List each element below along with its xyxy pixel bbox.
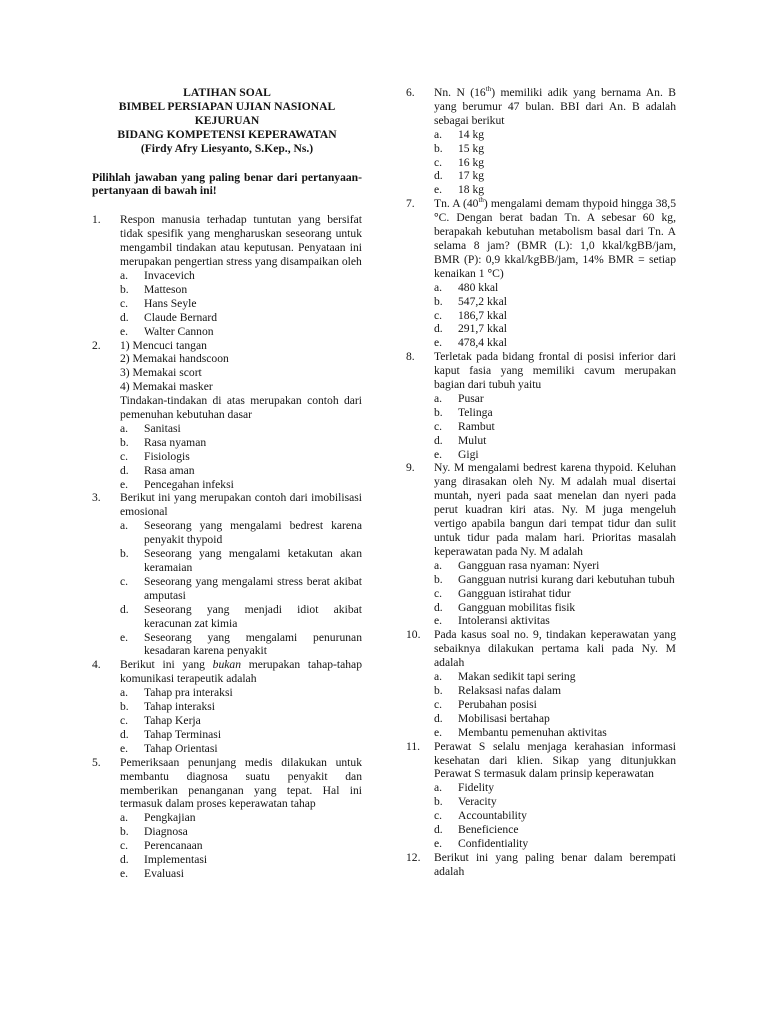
option-text: Rambut bbox=[458, 419, 495, 433]
question-2 bbox=[92, 339, 362, 492]
option-text: Telinga bbox=[458, 405, 493, 419]
question-number: 4. bbox=[92, 658, 101, 672]
option-c bbox=[434, 156, 676, 170]
option-letter: e. bbox=[434, 447, 443, 461]
header-program-cont: KEJURUAN bbox=[194, 113, 260, 127]
option-d bbox=[434, 823, 676, 837]
header-title: LATIHAN SOAL bbox=[183, 86, 271, 99]
option-e bbox=[120, 325, 362, 339]
option-b bbox=[434, 142, 676, 156]
option-text: Gigi bbox=[458, 447, 479, 461]
option-text: Rasa aman bbox=[144, 463, 195, 477]
option-a bbox=[434, 559, 676, 573]
question-number: 9. bbox=[406, 461, 415, 475]
option-text: Sanitasi bbox=[144, 421, 181, 435]
option-e bbox=[434, 448, 676, 462]
option-b bbox=[120, 825, 362, 839]
question-list-item: 4) Memakai masker bbox=[120, 380, 213, 394]
option-text: 478,4 kkal bbox=[458, 336, 507, 350]
question-text: Pemeriksaan penunjang medis dilakukan untuk membantu diagnosa suatu penyakit dan memberikan penanganan yang tepat. Hal ini termasuk dalam proses keperawatan tahap bbox=[120, 755, 362, 811]
right-column bbox=[406, 86, 676, 879]
header-field: BIDANG KOMPETENSI KEPERAWATAN bbox=[117, 127, 337, 141]
option-letter: b. bbox=[120, 700, 129, 714]
option-text: Tahap Orientasi bbox=[144, 741, 218, 755]
question-number: 3. bbox=[92, 491, 101, 505]
option-letter: d. bbox=[120, 310, 129, 324]
emphasis-word: bukan bbox=[212, 658, 242, 672]
option-b bbox=[120, 700, 362, 714]
question-list-item: 3) Memakai scort bbox=[120, 366, 202, 380]
option-letter: d. bbox=[434, 433, 443, 447]
header-program: BIMBEL PERSIAPAN UJIAN NASIONAL bbox=[118, 99, 336, 113]
option-b bbox=[120, 283, 362, 297]
option-text: Seseorang yang menjadi idiot akibat keracunan zat kimia bbox=[144, 602, 362, 630]
option-text: Fidelity bbox=[458, 781, 495, 795]
option-text: Claude Bernard bbox=[144, 310, 218, 324]
question-number: 6. bbox=[406, 86, 415, 99]
option-b bbox=[120, 547, 362, 575]
option-text: Gangguan mobilitas fisik bbox=[458, 600, 576, 614]
question-9 bbox=[406, 461, 676, 628]
option-text: Gangguan rasa nyaman: Nyeri bbox=[458, 558, 600, 572]
option-letter: d. bbox=[120, 463, 129, 477]
option-letter: a. bbox=[434, 558, 443, 572]
question-1 bbox=[92, 213, 362, 338]
option-text: 16 kg bbox=[458, 155, 485, 169]
option-b bbox=[434, 795, 676, 809]
option-letter: c. bbox=[120, 296, 129, 310]
option-letter: b. bbox=[120, 547, 129, 561]
option-text: Tahap interaksi bbox=[144, 700, 215, 714]
question-text: Terletak pada bidang frontal di posisi inferior dari kaput fasia yang memiliki cavum merupakan bagian dari tubuh yaitu bbox=[434, 350, 676, 392]
option-a bbox=[434, 781, 676, 795]
option-text: Mulut bbox=[458, 433, 487, 447]
option-text: Pusar bbox=[458, 391, 484, 405]
question-5 bbox=[92, 756, 362, 881]
option-letter: c. bbox=[120, 574, 129, 588]
option-a bbox=[120, 811, 362, 825]
question-7 bbox=[406, 197, 676, 350]
question-8 bbox=[406, 350, 676, 461]
option-letter: a. bbox=[120, 686, 129, 700]
question-text: Berikut ini yang merupakan contoh dari imobilisasi emosional bbox=[120, 491, 362, 519]
option-d bbox=[120, 728, 362, 742]
option-b bbox=[434, 406, 676, 420]
option-text: Perencanaan bbox=[144, 839, 203, 853]
option-letter: b. bbox=[120, 435, 129, 449]
question-text: Respon manusia terhadap tuntutan yang bersifat tidak spesifik yang mengharuskan seseorang untuk mengambil tindakan atau keputusan. Penyataan ini merupakan pengertian stress yang disampaikan oleh bbox=[120, 213, 362, 269]
question-number: 1. bbox=[92, 213, 101, 227]
option-d bbox=[434, 169, 676, 183]
question-text: Ny. M mengalami bedrest karena thypoid. Keluhan yang dirasakan oleh Ny. M adalah mual disertai muntah, nyeri pada saat menelan dan nyeri pada perut kuadran kiri atas. Ny. M juga mengeluh vertigo apabila bangun dari tempat tidur dan sulit untuk tidur pada malam hari. Prioritas masalah keperawatan pada Ny. M adalah bbox=[434, 461, 676, 558]
instruction-text: Pilihlah jawaban yang paling benar dari pertanyaan-pertanyaan di bawah ini! bbox=[92, 170, 362, 198]
option-d bbox=[120, 464, 362, 478]
option-e bbox=[434, 726, 676, 740]
option-text: Tahap Terminasi bbox=[144, 727, 222, 741]
option-letter: a. bbox=[120, 519, 129, 533]
option-d bbox=[434, 601, 676, 615]
question-3 bbox=[92, 491, 362, 658]
option-d bbox=[120, 853, 362, 867]
option-text: Evaluasi bbox=[144, 866, 184, 880]
option-letter: a. bbox=[434, 280, 443, 294]
option-e bbox=[434, 183, 676, 197]
option-letter: c. bbox=[434, 308, 443, 322]
option-text: Tahap Kerja bbox=[144, 713, 201, 727]
option-a bbox=[434, 128, 676, 142]
option-letter: d. bbox=[434, 322, 443, 336]
option-c bbox=[434, 587, 676, 601]
option-e bbox=[434, 837, 676, 851]
question-text: Berikut ini yang bukan merupakan tahap-tahap komunikasi terapeutik adalah bbox=[120, 658, 363, 686]
option-d bbox=[434, 322, 676, 336]
option-text: 15 kg bbox=[458, 141, 485, 155]
option-d bbox=[434, 434, 676, 448]
option-letter: a. bbox=[120, 811, 129, 825]
option-letter: e. bbox=[434, 725, 443, 739]
option-a bbox=[120, 422, 362, 436]
option-a bbox=[120, 269, 362, 283]
option-letter: c. bbox=[120, 839, 129, 853]
option-c bbox=[120, 450, 362, 464]
option-letter: b. bbox=[434, 683, 443, 697]
option-text: Walter Cannon bbox=[144, 324, 214, 338]
option-letter: e. bbox=[434, 614, 443, 628]
option-b bbox=[434, 684, 676, 698]
question-text: Tn. A (40th) mengalami demam thypoid hingga 38,5 °C. Dengan berat badan Tn. A sebesar 60 kg, berapakah kebutuhan metabolism basal dari Tn. A selama 8 jam? (BMR (L): 1,0 kkal/kgBB/jam, BMR (P): 0,9 kkal/kgBB/jam, 14% BMR = setiap kenaikan 1 °C) bbox=[434, 196, 676, 280]
option-letter: d. bbox=[434, 823, 443, 837]
option-a bbox=[120, 519, 362, 547]
option-letter: d. bbox=[120, 727, 129, 741]
option-letter: b. bbox=[434, 294, 443, 308]
option-letter: c. bbox=[434, 419, 443, 433]
option-text: Perubahan posisi bbox=[458, 697, 537, 711]
left-column bbox=[92, 86, 362, 881]
option-letter: d. bbox=[434, 169, 443, 183]
option-text: Gangguan istirahat tidur bbox=[458, 586, 571, 600]
option-text: Pencegahan infeksi bbox=[144, 477, 234, 491]
question-12 bbox=[406, 851, 676, 879]
option-text: Makan sedikit tapi sering bbox=[458, 670, 576, 684]
option-letter: a. bbox=[434, 781, 443, 795]
question-list-item: 2) Memakai handscoon bbox=[120, 352, 229, 366]
option-text: Relaksasi nafas dalam bbox=[458, 683, 562, 697]
option-text: 291,7 kkal bbox=[458, 322, 507, 336]
option-c bbox=[434, 809, 676, 823]
option-text: Matteson bbox=[144, 282, 188, 296]
option-letter: e. bbox=[120, 630, 129, 644]
option-e bbox=[434, 336, 676, 350]
question-number: 8. bbox=[406, 350, 415, 364]
option-text: Seseorang yang mengalami bedrest karena penyakit thypoid bbox=[144, 519, 362, 547]
option-letter: a. bbox=[120, 268, 129, 282]
option-e bbox=[434, 614, 676, 628]
option-text: Implementasi bbox=[144, 853, 208, 867]
option-c bbox=[120, 839, 362, 853]
option-c bbox=[120, 297, 362, 311]
question-text: Tindakan-tindakan di atas merupakan contoh dari pemenuhan kebutuhan dasar bbox=[120, 394, 362, 422]
option-letter: b. bbox=[434, 572, 443, 586]
option-letter: b. bbox=[120, 825, 129, 839]
option-text: Accountability bbox=[458, 809, 527, 823]
option-letter: e. bbox=[120, 866, 129, 880]
option-b bbox=[120, 436, 362, 450]
option-e bbox=[120, 631, 362, 659]
option-d bbox=[120, 311, 362, 325]
option-text: Veracity bbox=[458, 795, 497, 809]
option-letter: c. bbox=[434, 155, 443, 169]
option-text: Tahap pra interaksi bbox=[144, 686, 233, 700]
option-letter: d. bbox=[120, 853, 129, 867]
option-b bbox=[434, 573, 676, 587]
question-number: 12. bbox=[406, 850, 421, 864]
option-text: Seseorang yang mengalami stress berat akibat amputasi bbox=[144, 574, 362, 602]
option-c bbox=[120, 575, 362, 603]
option-a bbox=[434, 392, 676, 406]
option-letter: d. bbox=[434, 600, 443, 614]
option-letter: b. bbox=[120, 282, 129, 296]
question-text: Perawat S selalu menjaga kerahasian informasi kesehatan dari klien. Sikap yang ditunjukkan Perawat S termasuk dalam prinsip keperawatan bbox=[434, 739, 676, 781]
option-b bbox=[434, 295, 676, 309]
option-letter: c. bbox=[434, 586, 443, 600]
question-4 bbox=[92, 658, 362, 755]
option-letter: e. bbox=[434, 183, 443, 197]
question-number: 2. bbox=[92, 338, 101, 352]
option-letter: b. bbox=[434, 141, 443, 155]
option-letter: c. bbox=[434, 697, 443, 711]
question-number: 7. bbox=[406, 197, 415, 211]
question-number: 5. bbox=[92, 755, 101, 769]
option-e bbox=[120, 742, 362, 756]
option-text: 17 kg bbox=[458, 169, 485, 183]
option-c bbox=[434, 420, 676, 434]
option-text: Beneficience bbox=[458, 823, 519, 837]
option-letter: e. bbox=[120, 477, 129, 491]
option-letter: e. bbox=[120, 324, 129, 338]
question-11 bbox=[406, 740, 676, 851]
option-letter: b. bbox=[434, 405, 443, 419]
option-text: 547,2 kkal bbox=[458, 294, 507, 308]
option-letter: a. bbox=[120, 421, 129, 435]
option-letter: a. bbox=[434, 127, 443, 141]
option-text: Fisiologis bbox=[144, 449, 190, 463]
option-text: 14 kg bbox=[458, 127, 485, 141]
option-letter: d. bbox=[120, 602, 129, 616]
option-a bbox=[434, 281, 676, 295]
option-letter: a. bbox=[434, 391, 443, 405]
question-text: Berikut ini yang paling benar dalam berempati adalah bbox=[434, 850, 676, 878]
option-e bbox=[120, 478, 362, 492]
option-letter: e. bbox=[434, 836, 443, 850]
option-c bbox=[434, 698, 676, 712]
option-letter: d. bbox=[434, 711, 443, 725]
header-author: (Firdy Afry Liesyanto, S.Kep., Ns.) bbox=[140, 141, 314, 155]
option-text: Invacevich bbox=[144, 268, 195, 282]
question-text: Nn. N (16th) memiliki adik yang bernama An. B yang berumur 47 bulan. BBI dari An. B adalah sebagai berikut bbox=[434, 85, 676, 127]
option-letter: e. bbox=[434, 336, 443, 350]
option-text: Intoleransi aktivitas bbox=[458, 614, 550, 628]
option-text: Hans Seyle bbox=[144, 296, 197, 310]
option-text: Pengkajian bbox=[144, 811, 196, 825]
option-text: Confidentiality bbox=[458, 836, 529, 850]
option-text: Gangguan nutrisi kurang dari kebutuhan tubuh bbox=[458, 572, 675, 586]
option-e bbox=[120, 867, 362, 881]
option-d bbox=[434, 712, 676, 726]
option-c bbox=[120, 714, 362, 728]
question-text: Pada kasus soal no. 9, tindakan keperawatan yang sebaiknya dilakukan pertama kali pada Ny. M adalah bbox=[434, 628, 676, 670]
question-6 bbox=[406, 86, 676, 197]
option-a bbox=[120, 686, 362, 700]
option-text: Seseorang yang mengalami penurunan kesadaran karena penyakit bbox=[144, 630, 362, 658]
document-header bbox=[92, 86, 362, 156]
option-text: 186,7 kkal bbox=[458, 308, 507, 322]
option-letter: c. bbox=[434, 809, 443, 823]
option-letter: a. bbox=[434, 670, 443, 684]
option-text: Membantu pemenuhan aktivitas bbox=[458, 725, 607, 739]
option-d bbox=[120, 603, 362, 631]
option-text: Seseorang yang mengalami ketakutan akan keramaian bbox=[144, 547, 362, 574]
option-text: Rasa nyaman bbox=[144, 435, 207, 449]
option-text: 18 kg bbox=[458, 183, 485, 197]
option-text: Mobilisasi bertahap bbox=[458, 711, 550, 725]
option-text: 480 kkal bbox=[458, 280, 499, 294]
question-10 bbox=[406, 628, 676, 739]
question-list-item: 1) Mencuci tangan bbox=[120, 338, 207, 352]
option-text: Diagnosa bbox=[144, 825, 188, 839]
option-a bbox=[434, 670, 676, 684]
option-letter: b. bbox=[434, 795, 443, 809]
option-c bbox=[434, 309, 676, 323]
question-number: 11. bbox=[406, 739, 421, 753]
option-letter: c. bbox=[120, 713, 129, 727]
option-letter: e. bbox=[120, 741, 129, 755]
question-number: 10. bbox=[406, 628, 421, 642]
option-letter: c. bbox=[120, 449, 129, 463]
